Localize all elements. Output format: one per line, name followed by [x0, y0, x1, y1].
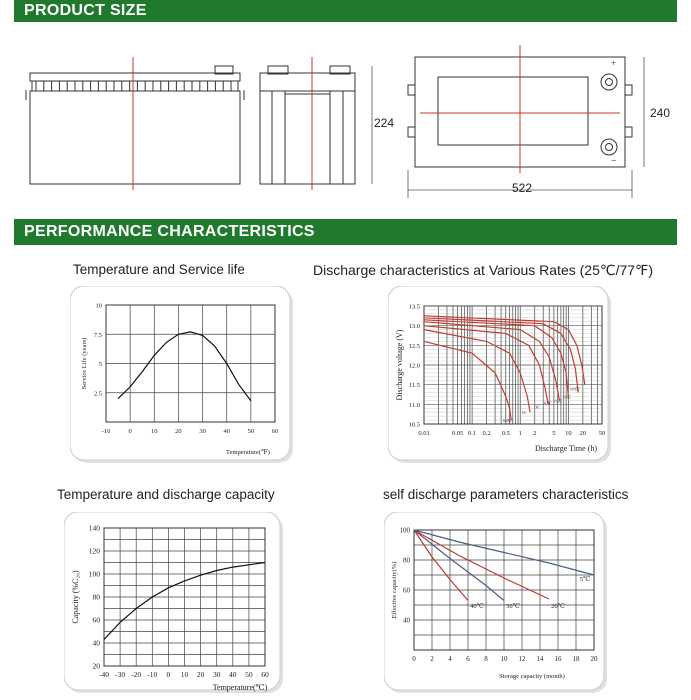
y-tick-label: 80: [403, 556, 410, 565]
y-tick-label: 2.5: [93, 390, 102, 398]
x-axis-label: Discharge Time (h): [534, 444, 598, 453]
x-tick-label: 0.5: [501, 430, 510, 437]
curve-label: 0.2C: [554, 398, 563, 404]
chart-temp-capacity: [64, 512, 286, 696]
x-tick-label: 20: [175, 428, 182, 435]
y-axis-label: Capacity (%C₂₀): [71, 570, 80, 624]
x-axis-label: Storage capacity (month): [499, 673, 565, 680]
y-tick-label: 12.0: [408, 362, 420, 370]
x-tick-label: 0: [128, 428, 132, 435]
y-tick-label: 5: [98, 361, 102, 368]
x-tick-label: 0.1: [468, 430, 477, 437]
series-label: 5℃: [579, 576, 591, 583]
x-tick-label: 50: [247, 428, 255, 435]
x-tick-label: 30: [199, 428, 206, 435]
x-tick-label: 10: [565, 430, 572, 437]
x-tick-label: 14: [536, 655, 544, 663]
y-tick-label: 100: [399, 526, 410, 535]
x-tick-label: 1: [518, 430, 522, 437]
x-axis-label: Temperature(℃): [212, 683, 268, 692]
battery-end-view: [260, 66, 355, 184]
y-tick-label: 60: [92, 615, 100, 625]
y-tick-label: 100: [88, 569, 100, 579]
width-dimension: 240: [650, 106, 671, 120]
y-tick-label: 10.5: [408, 421, 420, 429]
y-tick-label: 13.5: [408, 303, 420, 311]
negative-terminal-mark: −: [611, 156, 617, 167]
y-tick-label: 10: [95, 302, 102, 310]
y-tick-label: 20: [92, 661, 100, 671]
x-tick-label: 0.01: [418, 430, 430, 437]
length-dimension: 522: [512, 181, 533, 195]
x-tick-label: 12: [518, 655, 526, 663]
y-tick-label: 7.5: [93, 331, 102, 339]
x-tick-label: 20: [590, 655, 598, 663]
x-tick-label: -40: [99, 670, 109, 679]
curve-label: 1C: [521, 410, 527, 416]
x-tick-label: 16: [554, 655, 562, 663]
x-axis-label: Temperature(℉): [226, 449, 270, 456]
chart-discharge-rates: [388, 286, 614, 466]
x-tick-label: 10: [180, 670, 189, 679]
curve-label: 0.05C: [502, 418, 513, 424]
x-tick-label: 20: [196, 670, 205, 679]
y-tick-label: 120: [88, 546, 100, 556]
x-tick-label: 50: [598, 430, 606, 437]
y-tick-label: 80: [92, 592, 100, 602]
x-tick-label: 50: [245, 670, 253, 679]
y-tick-label: 12.5: [408, 342, 420, 350]
x-tick-label: -10: [101, 428, 111, 435]
x-tick-label: 5: [552, 430, 556, 437]
x-tick-label: 40: [223, 428, 230, 435]
x-tick-label: -10: [147, 670, 158, 679]
x-tick-label: 4: [448, 655, 452, 663]
x-tick-label: -20: [131, 670, 142, 679]
caption-self-discharge: self discharge parameters characteristics: [383, 487, 629, 502]
battery-side-view: [26, 66, 244, 184]
x-tick-label: 2: [533, 430, 537, 437]
curve-label: 3C: [535, 404, 540, 410]
y-tick-label: 60: [403, 586, 410, 595]
y-axis-label: Service Life (years): [81, 337, 88, 390]
y-tick-label: 40: [403, 616, 410, 625]
chart-temp-life: [70, 286, 296, 466]
x-tick-label: 0: [412, 655, 416, 663]
caption-temp-capacity: Temperature and discharge capacity: [57, 487, 275, 502]
product-size-banner: PRODUCT SIZE: [14, 0, 677, 22]
x-tick-label: 30: [212, 670, 221, 679]
curve-label: 0.5C: [544, 400, 552, 406]
curve-label: 0.1C: [563, 394, 572, 400]
series-label: 20℃: [551, 603, 565, 610]
y-axis-label: Effective capacity(%): [391, 561, 398, 619]
x-tick-label: 0.05: [451, 430, 464, 437]
performance-banner: PERFORMANCE CHARACTERISTICS: [14, 219, 677, 245]
x-tick-label: 20: [579, 430, 587, 437]
y-tick-label: 40: [92, 638, 100, 648]
x-tick-label: 10: [500, 655, 508, 663]
card: [384, 512, 604, 690]
curve-label: 0.05C: [570, 386, 581, 392]
y-tick-label: 11.0: [408, 401, 420, 409]
series-label: 30℃: [506, 603, 520, 610]
positive-terminal-mark: +: [611, 58, 617, 68]
x-tick-label: 10: [151, 428, 158, 435]
x-tick-label: 0: [166, 670, 171, 679]
y-axis-label: Discharge voltage (V): [395, 329, 404, 401]
x-tick-label: 2: [430, 655, 434, 663]
x-tick-label: -30: [115, 670, 126, 679]
x-tick-label: 40: [229, 670, 237, 679]
caption-temp-life: Temperature and Service life: [73, 262, 245, 277]
x-tick-label: 18: [572, 655, 580, 663]
product-size-drawings: [0, 30, 691, 210]
x-tick-label: 8: [484, 655, 488, 663]
x-tick-label: 60: [271, 428, 279, 435]
x-tick-label: 0.2: [482, 430, 491, 437]
caption-discharge-rates: Discharge characteristics at Various Rates (25℃/77℉): [313, 262, 654, 278]
chart-self-discharge: [384, 512, 610, 696]
y-tick-label: 11.5: [408, 382, 420, 390]
height-dimension: 224: [374, 116, 395, 130]
series-label: 40℃: [470, 603, 484, 610]
y-tick-label: 13.0: [408, 323, 420, 331]
y-tick-label: 140: [88, 523, 100, 533]
x-tick-label: 6: [466, 655, 470, 663]
x-tick-label: 60: [261, 670, 269, 679]
